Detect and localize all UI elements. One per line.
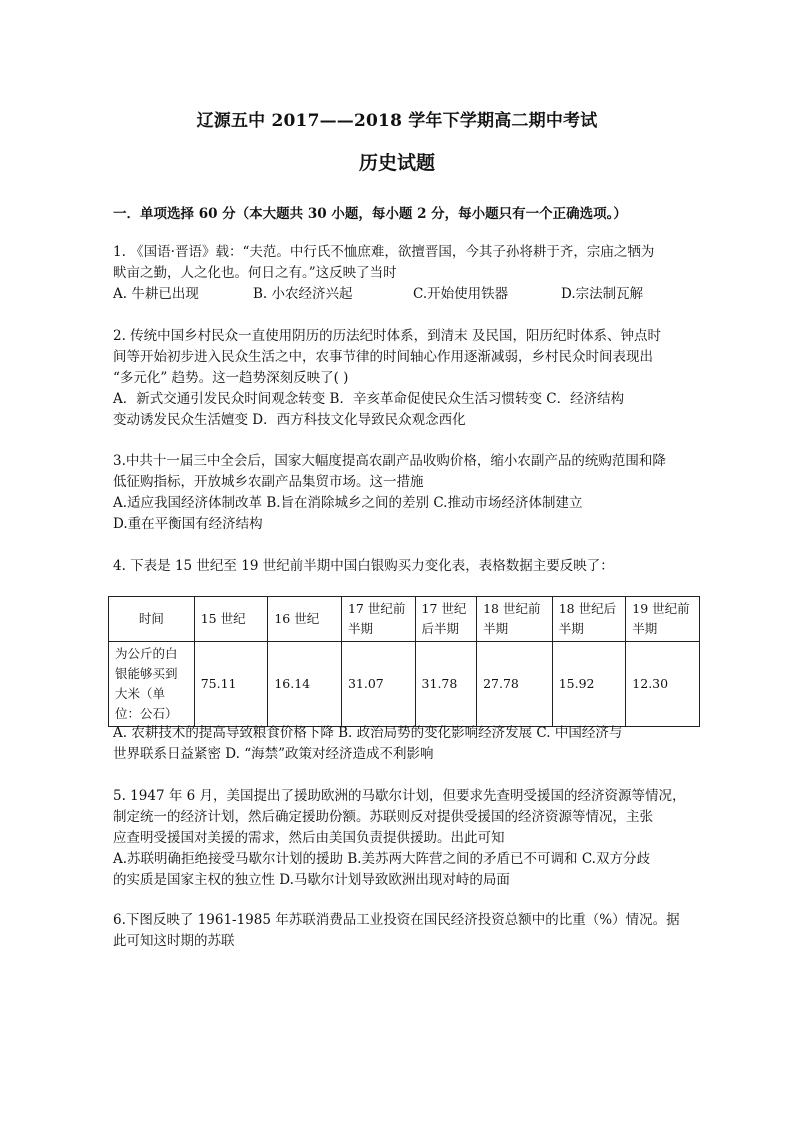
question-4-line: 世界联系日益紧密 D. “海禁”政策对经济造成不利影响	[113, 746, 434, 762]
table-header-cell: 18 世纪后半期	[552, 597, 626, 642]
table-header-row	[109, 597, 700, 642]
table-cell: 12.30	[626, 642, 700, 727]
option-b: B. 小农经济兴起	[253, 286, 353, 302]
question-1	[113, 242, 691, 305]
table-cell: 75.11	[194, 642, 268, 727]
question-5	[113, 786, 691, 891]
section-heading: 一．单项选择 60 分（本大题共 30 小题，每小题 2 分，每小题只有一个正确选项。）	[113, 206, 627, 222]
question-3	[113, 451, 691, 535]
table-header-cell: 18 世纪前半期	[477, 597, 553, 642]
exam-subtitle: 历史试题	[358, 152, 435, 174]
question-5-line: 应查明受援国对美援的需求，然后由美国负责提供援助。出此可知	[113, 830, 505, 846]
table-cell: 27.78	[477, 642, 553, 727]
table-cell: 31.07	[341, 642, 415, 727]
question-6	[113, 910, 691, 952]
question-4-options	[113, 723, 691, 765]
question-4-line: A. 农耕技术的提高导致粮食价格下降 B. 政治局势的变化影响经济发展 C. 中国经济与	[113, 725, 623, 741]
silver-purchasing-power-table	[108, 596, 700, 727]
table-cell: 15.92	[552, 642, 626, 727]
table-header-cell: 17 世纪前半期	[341, 597, 415, 642]
question-2-line: A．新式交通引发民众时间观念转变 B．辛亥革命促使民众生活习惯转变 C．经济结构	[113, 391, 625, 407]
question-3-line: 低征购指标，开放城乡农副产品集贸市场。这一措施	[113, 474, 424, 490]
table-header-cell: 时间	[109, 597, 195, 642]
question-3-line: A.适应我国经济体制改革 B.旨在消除城乡之间的差别 C.推动市场经济体制建立	[113, 495, 583, 511]
table-header-cell: 15 世纪	[194, 597, 268, 642]
question-1-options	[113, 284, 691, 305]
question-2-line: “多元化” 趋势。这一趋势深刻反映了( )	[113, 370, 349, 386]
question-3-line: D.重在平衡国有经济结构	[113, 516, 263, 532]
question-3-line: 3.中共十一届三中全会后，国家大幅度提高农副产品收购价格，缩小农副产品的统购范围和降	[113, 453, 666, 469]
table-header-cell: 19 世纪前半期	[626, 597, 700, 642]
table-cell: 16.14	[268, 642, 342, 727]
question-4-line: 4. 下表是 15 世纪至 19 世纪前半期中国白银购买力变化表，表格数据主要反映了：	[113, 558, 614, 574]
option-c: C.开始使用铁器	[413, 286, 509, 302]
option-d: D.宗法制瓦解	[561, 286, 644, 302]
question-4-stem	[113, 556, 691, 577]
question-1-line: 畎亩之勤，人之化也。何日之有。”这反映了当时	[113, 265, 397, 281]
question-5-line: 制定统一的经济计划，然后确定援助份额。苏联则反对提供受援国的经济资源等情况，主张	[113, 809, 653, 825]
question-2-line: 2. 传统中国乡村民众一直使用阴历的历法纪时体系，到清末 及民国，阳历纪时体系、钟点时	[113, 328, 661, 344]
exam-title: 辽源五中 2017——2018 学年下学期高二期中考试	[196, 111, 598, 131]
table-row	[109, 642, 700, 727]
table-header-cell: 16 世纪	[268, 597, 342, 642]
question-6-line: 6.下图反映了 1961-1985 年苏联消费品工业投资在国民经济投资总额中的比重（%）情况。据	[113, 912, 680, 928]
question-5-line: 的实质是国家主权的独立性 D.马歇尔计划导致欧洲出现对峙的局面	[113, 872, 510, 888]
table-header-cell: 17 世纪后半期	[415, 597, 477, 642]
table-row-label: 为公斤的白银能够买到大米（单位：公石）	[109, 642, 195, 727]
question-6-line: 此可知这时期的苏联	[113, 933, 235, 949]
question-2	[113, 326, 691, 431]
question-5-line: 5. 1947 年 6 月，美国提出了援助欧洲的马歇尔计划，但要求先查明受援国的经济资源等情况，	[113, 788, 686, 804]
question-1-line: 1. 《国语·晋语》载：“夫范。中行氏不恤庶难，欲擅晋国，今其子孙将耕于齐，宗庙之牺为	[113, 244, 655, 260]
option-a: A. 牛耕已出现	[113, 286, 199, 302]
question-5-line: A.苏联明确拒绝接受马歇尔计划的援助 B.美苏两大阵营之间的矛盾已不可调和 C.双方分歧	[113, 851, 650, 867]
question-2-line: 间等开始初步进入民众生活之中，农事节律的时间轴心作用逐渐减弱，乡村民众时间表现出	[113, 349, 653, 365]
question-2-line: 变动诱发民众生活嬗变 D．西方科技文化导致民众观念西化	[113, 412, 466, 428]
table-cell: 31.78	[415, 642, 477, 727]
